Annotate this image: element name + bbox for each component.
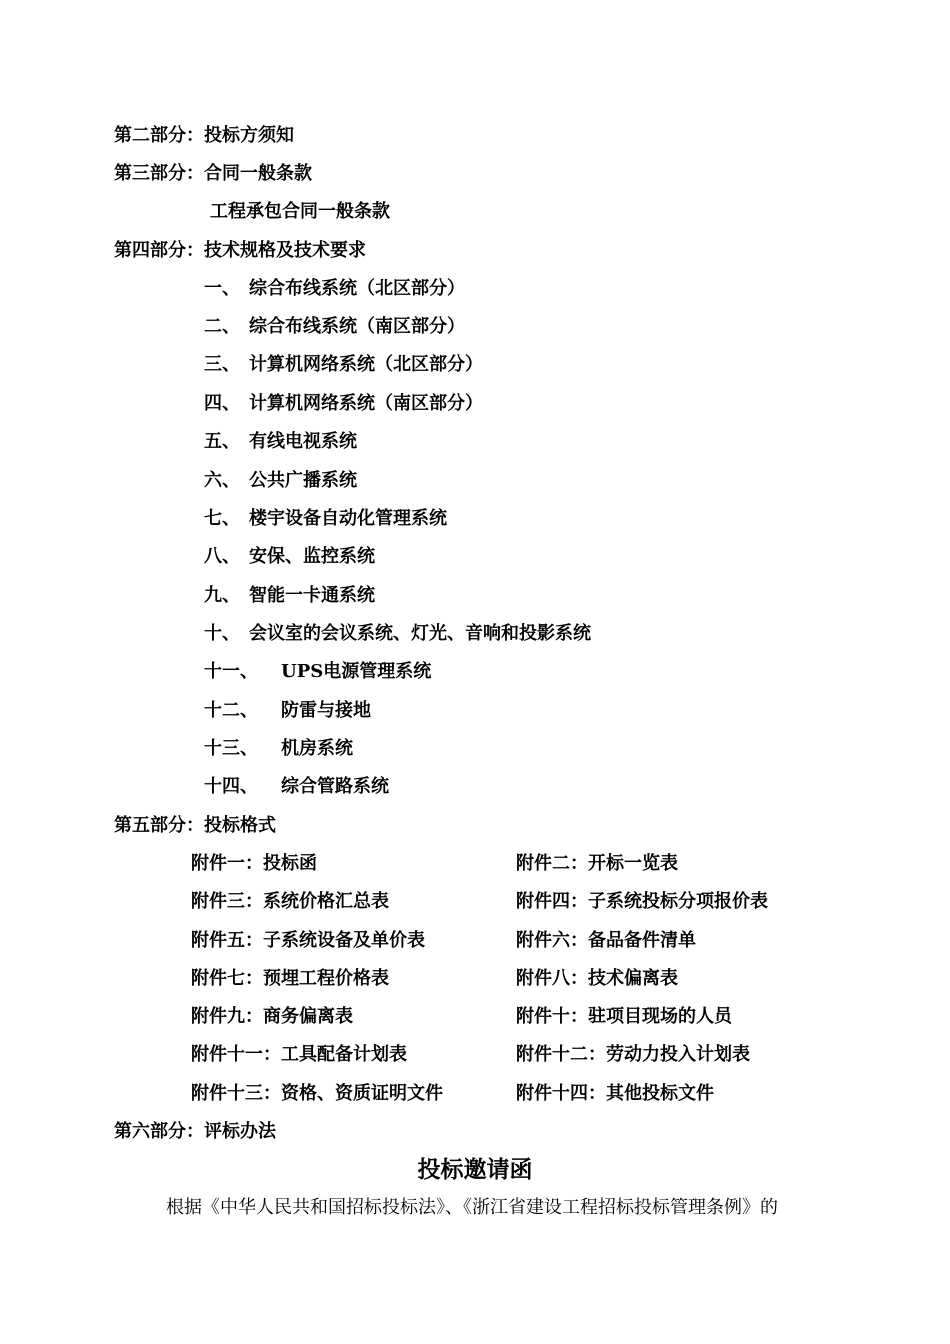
- attachment-item: 附件八：技术偏离表: [516, 968, 678, 989]
- tech-item-text: 计算机网络系统（北区部分）: [249, 354, 483, 375]
- tech-item-num: 十二、: [204, 700, 258, 721]
- attachment-item: 附件七：预埋工程价格表: [191, 968, 389, 989]
- tech-item-num: 十三、: [204, 738, 258, 759]
- tech-item-text: 智能一卡通系统: [249, 585, 375, 606]
- tech-item-num: 三、: [204, 354, 240, 375]
- attachment-item: 附件十一：工具配备计划表: [191, 1044, 407, 1065]
- attachment-item: 附件一：投标函: [191, 853, 317, 874]
- attachment-item: 附件六：备品备件清单: [516, 930, 696, 951]
- tech-item-text: 机房系统: [281, 738, 353, 759]
- attachment-item: 附件四：子系统投标分项报价表: [516, 891, 768, 912]
- tech-item-num: 一、: [204, 278, 240, 299]
- attachment-item: 附件二：开标一览表: [516, 853, 678, 874]
- attachment-item: 附件九：商务偏离表: [191, 1006, 353, 1027]
- section-part2: 第二部分：投标方须知: [114, 125, 294, 146]
- section-part5: 第五部分：投标格式: [114, 815, 276, 836]
- section-part3-sub: 工程承包合同一般条款: [210, 201, 390, 222]
- tech-item-num: 二、: [204, 316, 240, 337]
- section-part3: 第三部分：合同一般条款: [114, 163, 312, 184]
- tech-item-text: 综合布线系统（南区部分）: [249, 316, 465, 337]
- attachment-item: 附件五：子系统设备及单价表: [191, 930, 425, 951]
- tech-item-num: 十、: [204, 623, 240, 644]
- tech-item-num: 十一、: [204, 661, 258, 682]
- tech-item-text: 安保、监控系统: [249, 546, 375, 567]
- attachment-item: 附件十：驻项目现场的人员: [516, 1006, 732, 1027]
- attachment-item: 附件十四：其他投标文件: [516, 1083, 714, 1104]
- tech-item-text: UPS电源管理系统: [281, 661, 432, 682]
- attachment-item: 附件十二：劳动力投入计划表: [516, 1044, 750, 1065]
- tech-item-num: 八、: [204, 546, 240, 567]
- tech-item-num: 五、: [204, 431, 240, 452]
- tech-item-text: 防雷与接地: [281, 700, 371, 721]
- tech-item-text: 计算机网络系统（南区部分）: [249, 393, 483, 414]
- tech-item-num: 十四、: [204, 776, 258, 797]
- attachment-item: 附件三：系统价格汇总表: [191, 891, 389, 912]
- tech-item-text: 有线电视系统: [249, 431, 357, 452]
- invitation-title: 投标邀请函: [417, 1157, 533, 1183]
- section-part6: 第六部分：评标办法: [114, 1121, 276, 1142]
- tech-item-text: 楼宇设备自动化管理系统: [249, 508, 447, 529]
- tech-item-num: 四、: [204, 393, 240, 414]
- attachment-item: 附件十三：资格、资质证明文件: [191, 1083, 443, 1104]
- tech-item-text: 公共广播系统: [249, 470, 357, 491]
- tech-item-num: 六、: [204, 470, 240, 491]
- tech-item-num: 九、: [204, 585, 240, 606]
- invitation-paragraph: 根据《中华人民共和国招标投标法》、《浙江省建设工程招标投标管理条例》的: [166, 1197, 778, 1218]
- tech-item-text: 综合布线系统（北区部分）: [249, 278, 465, 299]
- section-part4: 第四部分：技术规格及技术要求: [114, 240, 366, 261]
- tech-item-num: 七、: [204, 508, 240, 529]
- tech-item-text: 会议室的会议系统、灯光、音响和投影系统: [249, 623, 591, 644]
- tech-item-text: 综合管路系统: [281, 776, 389, 797]
